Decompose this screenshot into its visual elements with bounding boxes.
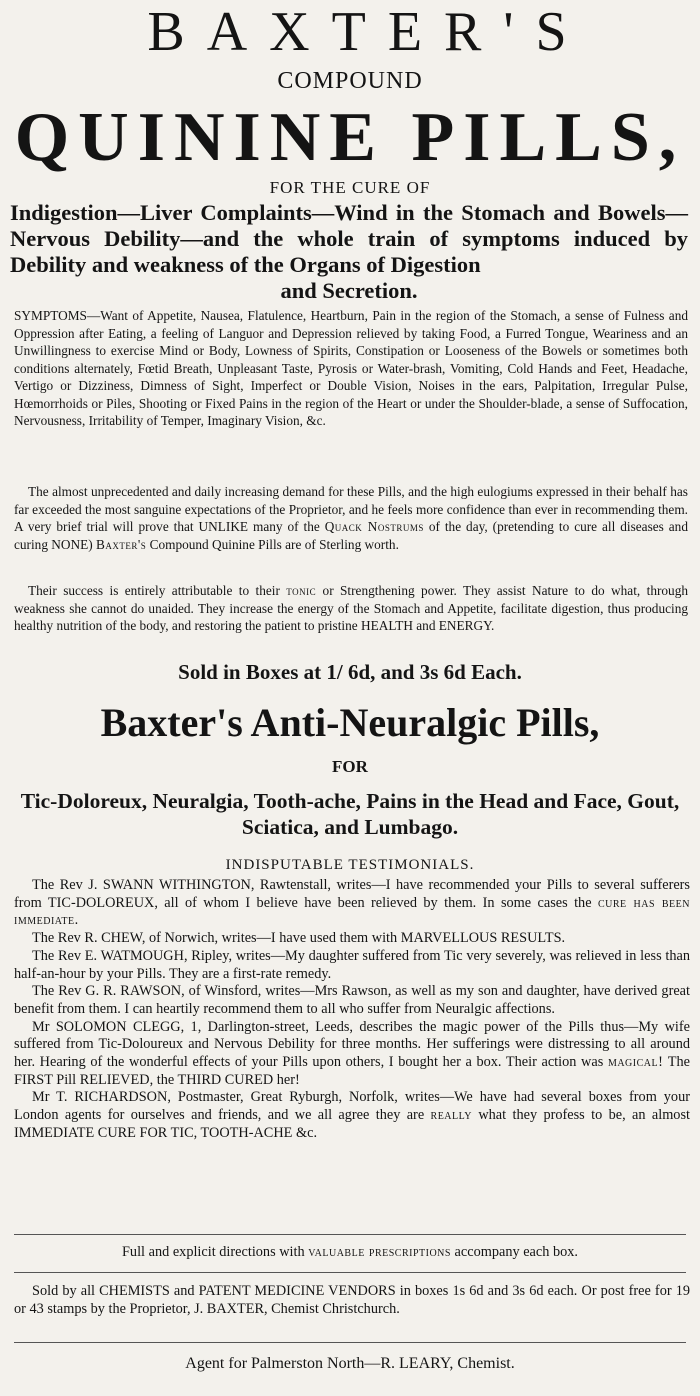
agent-line: Agent for Palmerston North—R. LEARY, Chemist. — [185, 1355, 515, 1372]
ailments-text-end: and Secretion. — [280, 278, 418, 303]
demand-paragraph: The almost unprecedented and daily increasing demand for these Pills, and the high eulogiums expressed in their behalf has far exceeded the most sanguine expectations of the Proprietor, and he feels more confidence than ever in recommending them. A very brief trial will prove that UNLIKE many of the Quack Nostrums of the day, (pretending to cure all diseases and curing NONE) Baxter's Compound Quinine Pills are of Sterling worth. — [14, 484, 688, 552]
testimonials-list — [14, 877, 690, 1143]
brand-heading: BAXTER'S — [147, 1, 589, 63]
divider — [14, 1272, 686, 1273]
divider — [14, 1342, 686, 1343]
testimonial: The Rev G. R. RAWSON, of Winsford, writes—Mrs Rawson, as well as my son and daughter, have derived great benefit from them. I can heartily recommend them to all who suffer from Neuralgic affections. — [14, 983, 690, 1017]
testimonials-heading: INDISPUTABLE TESTIMONIALS. — [225, 857, 475, 873]
testimonial: The Rev R. CHEW, of Norwich, writes—I have used them with MARVELLOUS RESULTS. — [32, 930, 566, 947]
product-title: QUININE PILLS, — [14, 99, 686, 176]
quinine-price-line: Sold in Boxes at 1/ 6d, and 3s 6d Each. — [178, 660, 522, 684]
ailments-list — [10, 200, 688, 304]
testimonial: The Rev E. WATMOUGH, Ripley, writes—My daughter suffered from Tic very severely, was relieved in less than half-an-hour by your Pills. They are a first-rate remedy. — [14, 947, 690, 982]
testimonial: Mr SOLOMON CLEGG, 1, Darlington-street, Leeds, describes the magic power of the Pills thus—My wife suffered from Tic-Doloureux and Nervous Debility for three months. Her sufferings were distressing to all around her. Hearing of the wonderful effects of your Pills upon others, I bought her a box. Their action was magical! The FIRST Pill RELIEVED, the THIRD CURED her! — [14, 1018, 690, 1088]
neuralgic-ailments: Tic-Doloreux, Neuralgia, Tooth-ache, Pains in the Head and Face, Gout, Sciatica, and Lumbago. — [20, 789, 680, 839]
divider — [14, 1234, 686, 1235]
neuralgic-title: Baxter's Anti-Neuralgic Pills, — [100, 700, 600, 745]
compound-subheading: COMPOUND — [277, 68, 423, 94]
symptoms-paragraph: SYMPTOMS—Want of Appetite, Nausea, Flatulence, Heartburn, Pain in the region of the Stomach, a sense of Fulness and Oppression after Eating, a feeling of Languor and Depression relieved by taking Food, a Furred Tongue, Weariness and an Unwillingness to exercise Mind or Body, Lowness of Spirits, Constipation or Looseness of the Bowels or sometimes both conditions alternately, Fœtid Breath, Unpleasant Taste, Pyrosis or Water-brash, Vomiting, Cold Hands and Feet, Headache, Vertigo or Dizziness, Dimness of Sight, Imperfect or Double Vision, Noises in the ears, Palpitation, Irregular Pulse, Hœmorrhoids or Piles, Shooting or Fixed Pains in the region of the Heart or under the Shoulder-blade, a sense of Suffocation, Nervousness, Irritability of Temper, Imaginary Vision, &c. — [14, 308, 688, 428]
for-cure-heading: FOR THE CURE OF — [269, 178, 431, 197]
testimonial: The Rev J. SWANN WITHINGTON, Rawtenstall, writes—I have recommended your Pills to several sufferers from TIC-DOLOREUX, all of whom I believe have been relieved by them. In some cases the cure has been immediate. — [14, 877, 690, 929]
sold-by-paragraph: Sold by all CHEMISTS and PATENT MEDICINE VENDORS in boxes 1s 6d and 3s 6d each. Or post free for 19 or 43 stamps by the Proprietor, J. BAXTER, Chemist Christchurch. — [14, 1283, 690, 1317]
testimonial: Mr T. RICHARDSON, Postmaster, Great Ryburgh, Norfolk, writes—We have had several boxes from your London agents for ourselves and friends, and we all agree they are really what they profess to be, an almost IMMEDIATE CURE FOR TIC, TOOTH-ACHE &c. — [14, 1089, 690, 1141]
ailments-text: Indigestion—Liver Complaints—Wind in the Stomach and Bowels—Nervous Debility—and the whole train of symptoms induced by Debility and weakness of the Organs of Digestion — [10, 200, 688, 277]
success-paragraph: Their success is entirely attributable to their tonic or Strengthening power. They assist Nature to do what, through weakness she cannot do unaided. They increase the energy of the Stomach and Appetite, facilitate digestion, thus producing healthy nutrition of the body, and restoring the patient to pristine HEALTH and ENERGY. — [14, 583, 688, 633]
neuralgic-for: FOR — [332, 757, 368, 776]
directions-line: Full and explicit directions with valuable prescriptions accompany each box. — [121, 1244, 578, 1260]
